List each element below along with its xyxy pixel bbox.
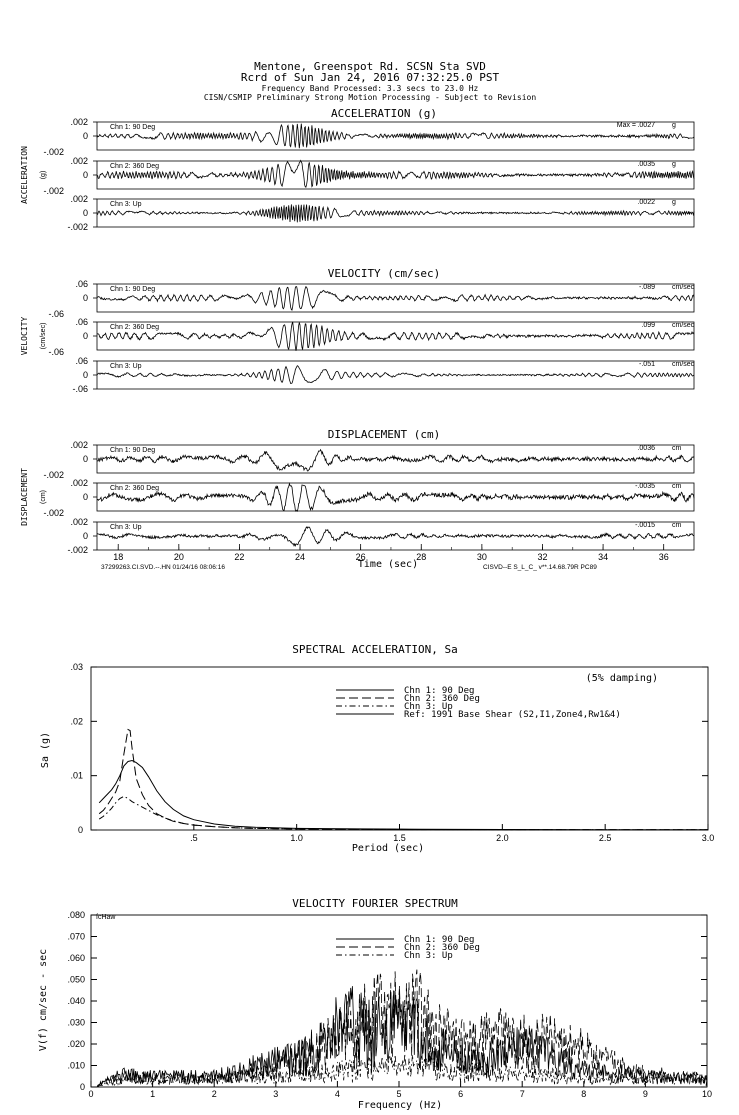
y-tick-label-bottom: -.002 [43,186,64,196]
sa-x-label: Period (sec) [351,843,425,854]
fs-y-tick-label: .060 [67,953,85,963]
y-tick-label-top: .002 [70,440,88,450]
channel-name: Chn 3: Up [110,201,142,208]
sa-y-tick-label: .01 [70,770,83,781]
sa-x-tick-label: 1.0 [290,833,303,843]
time-axis-label: Time (sec) [357,559,419,570]
acc-panel [20,107,694,232]
fs-y-tick-label: .040 [67,996,85,1006]
vel-trace [97,366,694,384]
sa-damping-note: (5% damping) [585,673,658,684]
trace-frame [97,161,694,189]
peak-value: .099 [641,322,655,329]
acc-trace [97,161,694,188]
fs-x-tick-label: 0 [88,1089,94,1099]
acc-trace [97,204,694,222]
vel-channel-2 [48,317,694,357]
sa-chart [70,662,714,843]
channel-name: Chn 2: 360 Deg [110,324,160,331]
sa-x-tick-label: 3.0 [701,833,715,843]
acc-channel-1 [43,117,694,157]
time-tick-label: 32 [537,552,548,562]
y-tick-label-bottom: -.06 [72,384,88,394]
acc-side-label: ACCELERATION [20,146,29,204]
peak-unit: g [672,199,676,206]
sa-legend-label: Chn 1: 90 Deg [404,686,475,696]
footer-record-id: 37299263.CI.SVD.--.HN 01/24/16 08:06:16 [101,564,225,571]
fs-y-tick-label: 0 [79,1082,85,1092]
y-tick-label-zero: 0 [82,293,88,303]
acc-title: ACCELERATION (g) [331,107,437,120]
time-tick-label: 28 [416,552,427,562]
sa-frame [91,667,708,830]
fs-x-tick-label: 6 [458,1089,464,1099]
acc-unit-label: (g) [40,170,47,180]
peak-value: -.051 [639,361,655,368]
time-tick-label: 24 [295,552,306,562]
fs-y-tick-label: .020 [67,1039,85,1049]
y-tick-label-top: .06 [75,356,88,366]
trace-frame [97,445,694,473]
y-tick-label-bottom: -.002 [43,508,64,518]
y-tick-label-top: .06 [75,317,88,327]
vel-unit-label: (cm/sec) [40,322,47,350]
peak-value: .0036 [637,445,655,452]
fs-x-tick-label: 9 [642,1089,648,1099]
peak-value: .0027 [637,122,655,129]
sa-y-label: Sa (g) [40,731,51,769]
vel-channel-3 [72,356,694,394]
y-tick-label-top: .06 [75,279,88,289]
peak-unit: cm [672,445,682,452]
fs-chart [67,910,712,1099]
y-tick-label-top: .002 [70,156,88,166]
time-tick-label: 18 [113,552,124,562]
y-tick-label-top: .002 [70,194,88,204]
sa-series-line [99,761,708,830]
y-tick-label-bottom: -.002 [67,222,88,232]
peak-unit: g [672,161,676,168]
peak-value: .0022 [637,199,655,206]
vel-channel-1 [48,279,694,319]
channel-name: Chn 1: 90 Deg [110,124,156,131]
fs-x-tick-label: 7 [519,1089,525,1099]
y-tick-label-zero: 0 [82,531,88,541]
trace-frame [97,284,694,312]
peak-unit: cm [672,483,682,490]
vel-panel [20,267,695,394]
peak-unit: g [672,122,676,129]
fs-x-label: Frequency (Hz) [357,1100,443,1111]
peak-unit: cm [672,522,682,529]
disp-channel-3 [67,517,694,555]
fs-y-tick-label: .050 [67,974,85,985]
peak-unit: cm/sec [672,361,695,368]
peak-value: -.0035 [635,483,655,490]
fs-y-tick-label: .070 [67,931,85,942]
sa-series-line [99,796,708,830]
fs-x-tick-label: 8 [581,1089,587,1099]
peak-value: -.089 [639,284,655,291]
disp-channel-2 [43,478,694,518]
disp-unit-label: (cm) [40,490,47,504]
sa-x-tick-label: 2.5 [598,833,612,843]
footer-processing-code: CISVD--E S_L_C_ v**.14.68.79R PC89 [483,564,597,571]
vel-side-label: VELOCITY [20,316,29,356]
disp-trace [97,484,694,512]
fs-chart-title: VELOCITY FOURIER SPECTRUM [292,897,458,910]
channel-name: Chn 3: Up [110,524,142,531]
acc-channel-3 [67,194,694,232]
fs-y-label: V(f) cm/sec - sec [38,948,49,1052]
acc-channel-2 [43,156,694,196]
vel-trace [97,322,694,351]
time-tick-label: 20 [173,552,184,562]
time-tick-label: 30 [476,552,487,562]
fs-x-tick-label: 2 [211,1089,217,1099]
disp-panel [20,428,694,555]
time-tick-label: 36 [658,552,669,562]
sa-x-tick-label: 2.0 [496,833,509,843]
y-tick-label-zero: 0 [82,170,88,180]
channel-name: Chn 2: 360 Deg [110,485,160,492]
channel-name: Chn 1: 90 Deg [110,447,156,454]
y-tick-label-zero: 0 [82,454,88,464]
time-tick-label: 22 [234,552,245,562]
vel-title: VELOCITY (cm/sec) [327,267,441,280]
max-prefix: Max = [616,122,636,129]
sa-x-tick-label: 1.5 [393,833,406,843]
y-tick-label-bottom: -.002 [67,545,88,555]
y-tick-label-bottom: -.06 [48,309,64,319]
y-tick-label-zero: 0 [82,492,88,502]
channel-name: Chn 1: 90 Deg [110,286,156,293]
fs-x-tick-label: 10 [701,1089,713,1099]
header-record: Rcrd of Sun Jan 24, 2016 07:32:25.0 PST [240,71,500,84]
acc-trace [97,124,694,149]
disp-side-label: DISPLACEMENT [20,468,29,526]
fs-x-tick-label: 5 [396,1089,402,1099]
header-station: Mentone, Greenspot Rd. SCSN Sta SVD [254,60,486,73]
y-tick-label-zero: 0 [82,208,88,218]
time-series-panels [20,107,695,555]
y-tick-label-bottom: -.002 [43,147,64,157]
y-tick-label-zero: 0 [82,131,88,141]
fs-legend-label: Chn 2: 360 Deg [404,943,480,953]
peak-value: -.0015 [635,522,655,529]
fs-y-tick-label: .080 [67,910,85,920]
sa-legend-reference: Ref: 1991 Base Shear (S2,I1,Zone4,Rw1&4) [404,710,621,720]
fs-y-tick-label: .010 [67,1060,85,1071]
time-tick-label: 26 [355,552,366,562]
vel-trace [97,287,694,311]
fs-x-tick-label: 3 [273,1089,279,1099]
fs-legend-label: Chn 3: Up [404,951,453,961]
disp-trace [97,450,694,471]
sa-y-tick-label: .03 [70,662,83,672]
y-tick-label-zero: 0 [82,331,88,341]
time-tick-label: 34 [598,552,609,562]
channel-name: Chn 3: Up [110,363,142,370]
header-band: Frequency Band Processed: 3.3 secs to 23.0 Hz [261,84,479,93]
sa-legend-label: Chn 2: 360 Deg [404,694,480,704]
y-tick-label-bottom: -.06 [48,347,64,357]
fs-corner-label: fcHaw [96,914,116,921]
peak-unit: cm/sec [672,322,695,329]
fs-legend-label: Chn 1: 90 Deg [404,935,475,945]
y-tick-label-top: .002 [70,517,88,527]
sa-x-tick-label: .5 [190,833,198,843]
peak-unit: cm/sec [672,284,695,291]
sa-legend-label: Chn 3: Up [404,702,453,712]
y-tick-label-top: .002 [70,478,88,488]
fs-series-line [97,1054,707,1087]
sa-series-line [99,730,708,830]
fs-series-line [97,986,707,1086]
disp-channel-1 [43,440,694,480]
y-tick-label-zero: 0 [82,370,88,380]
fs-y-tick-label: .030 [67,1017,85,1028]
channel-name: Chn 2: 360 Deg [110,163,160,170]
disp-title: DISPLACEMENT (cm) [327,428,441,441]
disp-trace [97,527,694,546]
header-disclaimer: CISN/CSMIP Preliminary Strong Motion Processing - Subject to Revision [203,93,537,102]
fs-x-tick-label: 4 [334,1089,340,1099]
sa-y-tick-label: 0 [77,825,83,835]
peak-value: .0035 [637,161,655,168]
y-tick-label-top: .002 [70,117,88,127]
sa-chart-title: SPECTRAL ACCELERATION, Sa [292,643,458,656]
y-tick-label-bottom: -.002 [43,470,64,480]
sa-y-tick-label: .02 [70,716,83,727]
fs-x-tick-label: 1 [150,1089,156,1099]
